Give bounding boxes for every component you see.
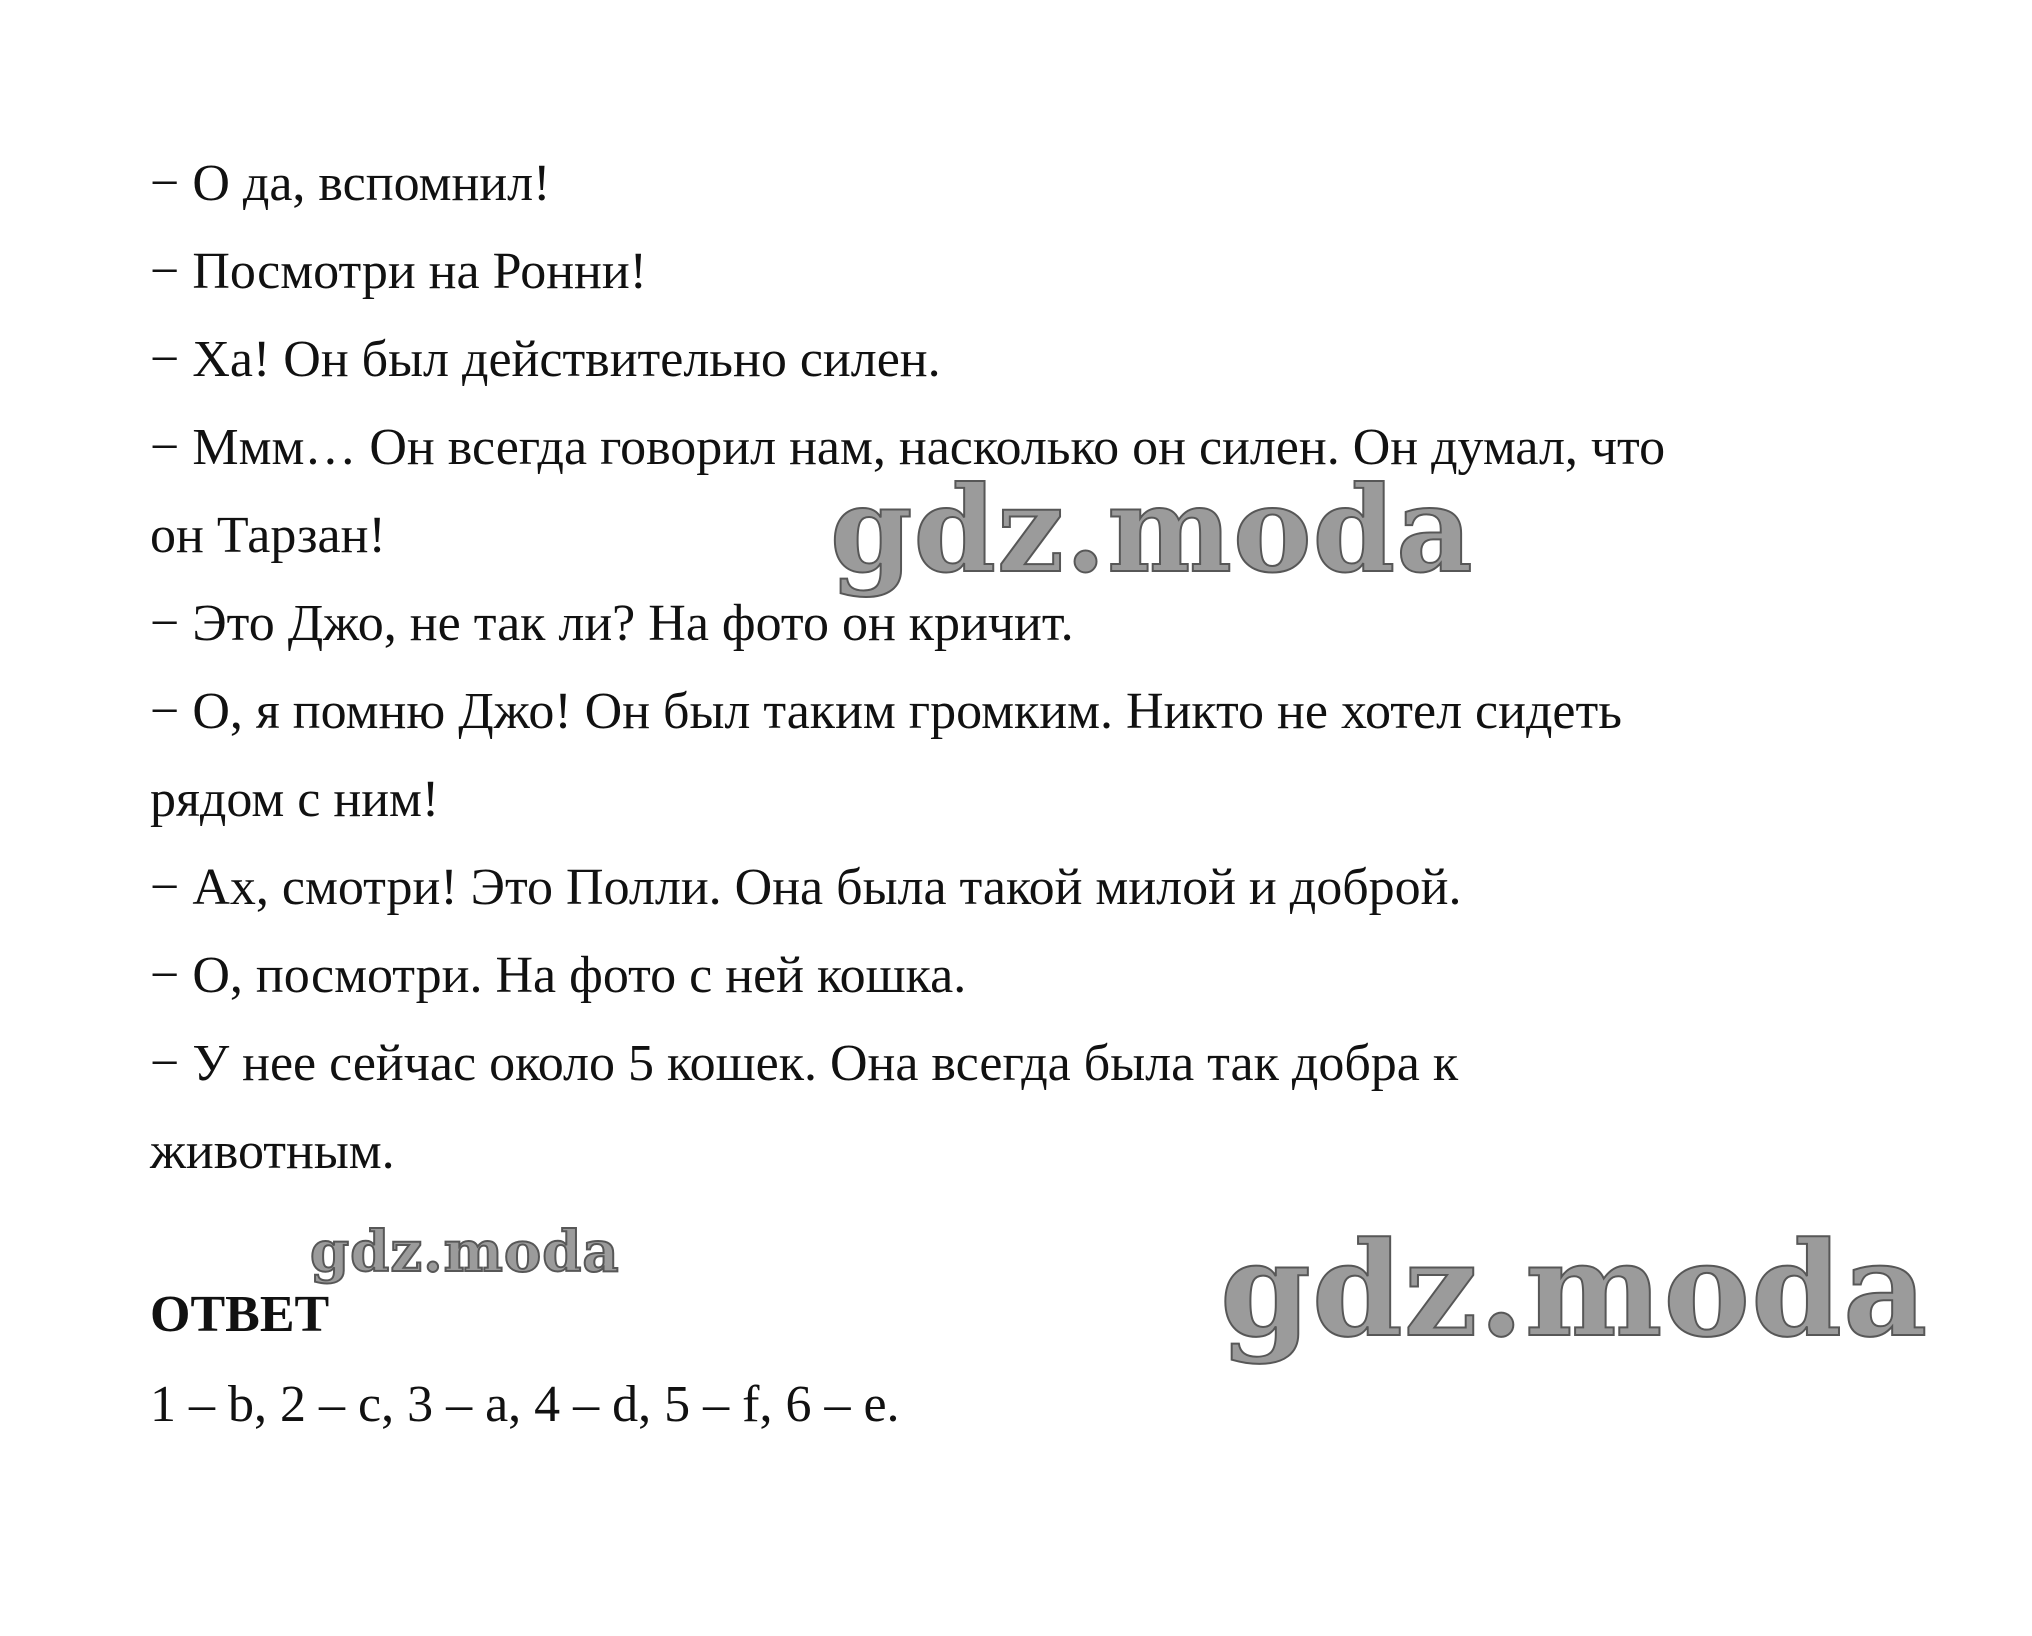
watermark-logo: gdz.moda (310, 1219, 620, 1285)
dialogue-line: животным. (150, 1123, 395, 1180)
dialogue-line: − Это Джо, не так ли? На фото он кричит. (150, 595, 1074, 652)
dialogue-line: − Ха! Он был действительно силен. (150, 331, 941, 388)
watermark-logo: gdz.moda (830, 460, 1474, 599)
dialogue-line: рядом с ним! (150, 771, 440, 828)
dialogue-line: − Ммм… Он всегда говорил нам, насколько он силен. Он думал, что (150, 419, 1666, 476)
dialogue-line: − Посмотри на Ронни! (150, 243, 647, 300)
dialogue-line: − О, я помню Джо! Он был таким громким. Никто не хотел сидеть (150, 683, 1622, 740)
answer-heading: ОТВЕТ (150, 1286, 330, 1343)
dialogue-line: − У нее сейчас около 5 кошек. Она всегда была так добра к (150, 1035, 1459, 1092)
dialogue-line: − О да, вспомнил! (150, 155, 551, 212)
watermark-logo: gdz.moda (1220, 1213, 1929, 1366)
dialogue-line: − О, посмотри. На фото с ней кошка. (150, 947, 967, 1004)
dialogue-line: − Ах, смотри! Это Полли. Она была такой милой и доброй. (150, 859, 1462, 916)
dialogue-text (150, 140, 1930, 1196)
answer-text: 1 – b, 2 – c, 3 – a, 4 – d, 5 – f, 6 – e. (150, 1376, 900, 1433)
dialogue-line: он Тарзан! (150, 507, 386, 564)
